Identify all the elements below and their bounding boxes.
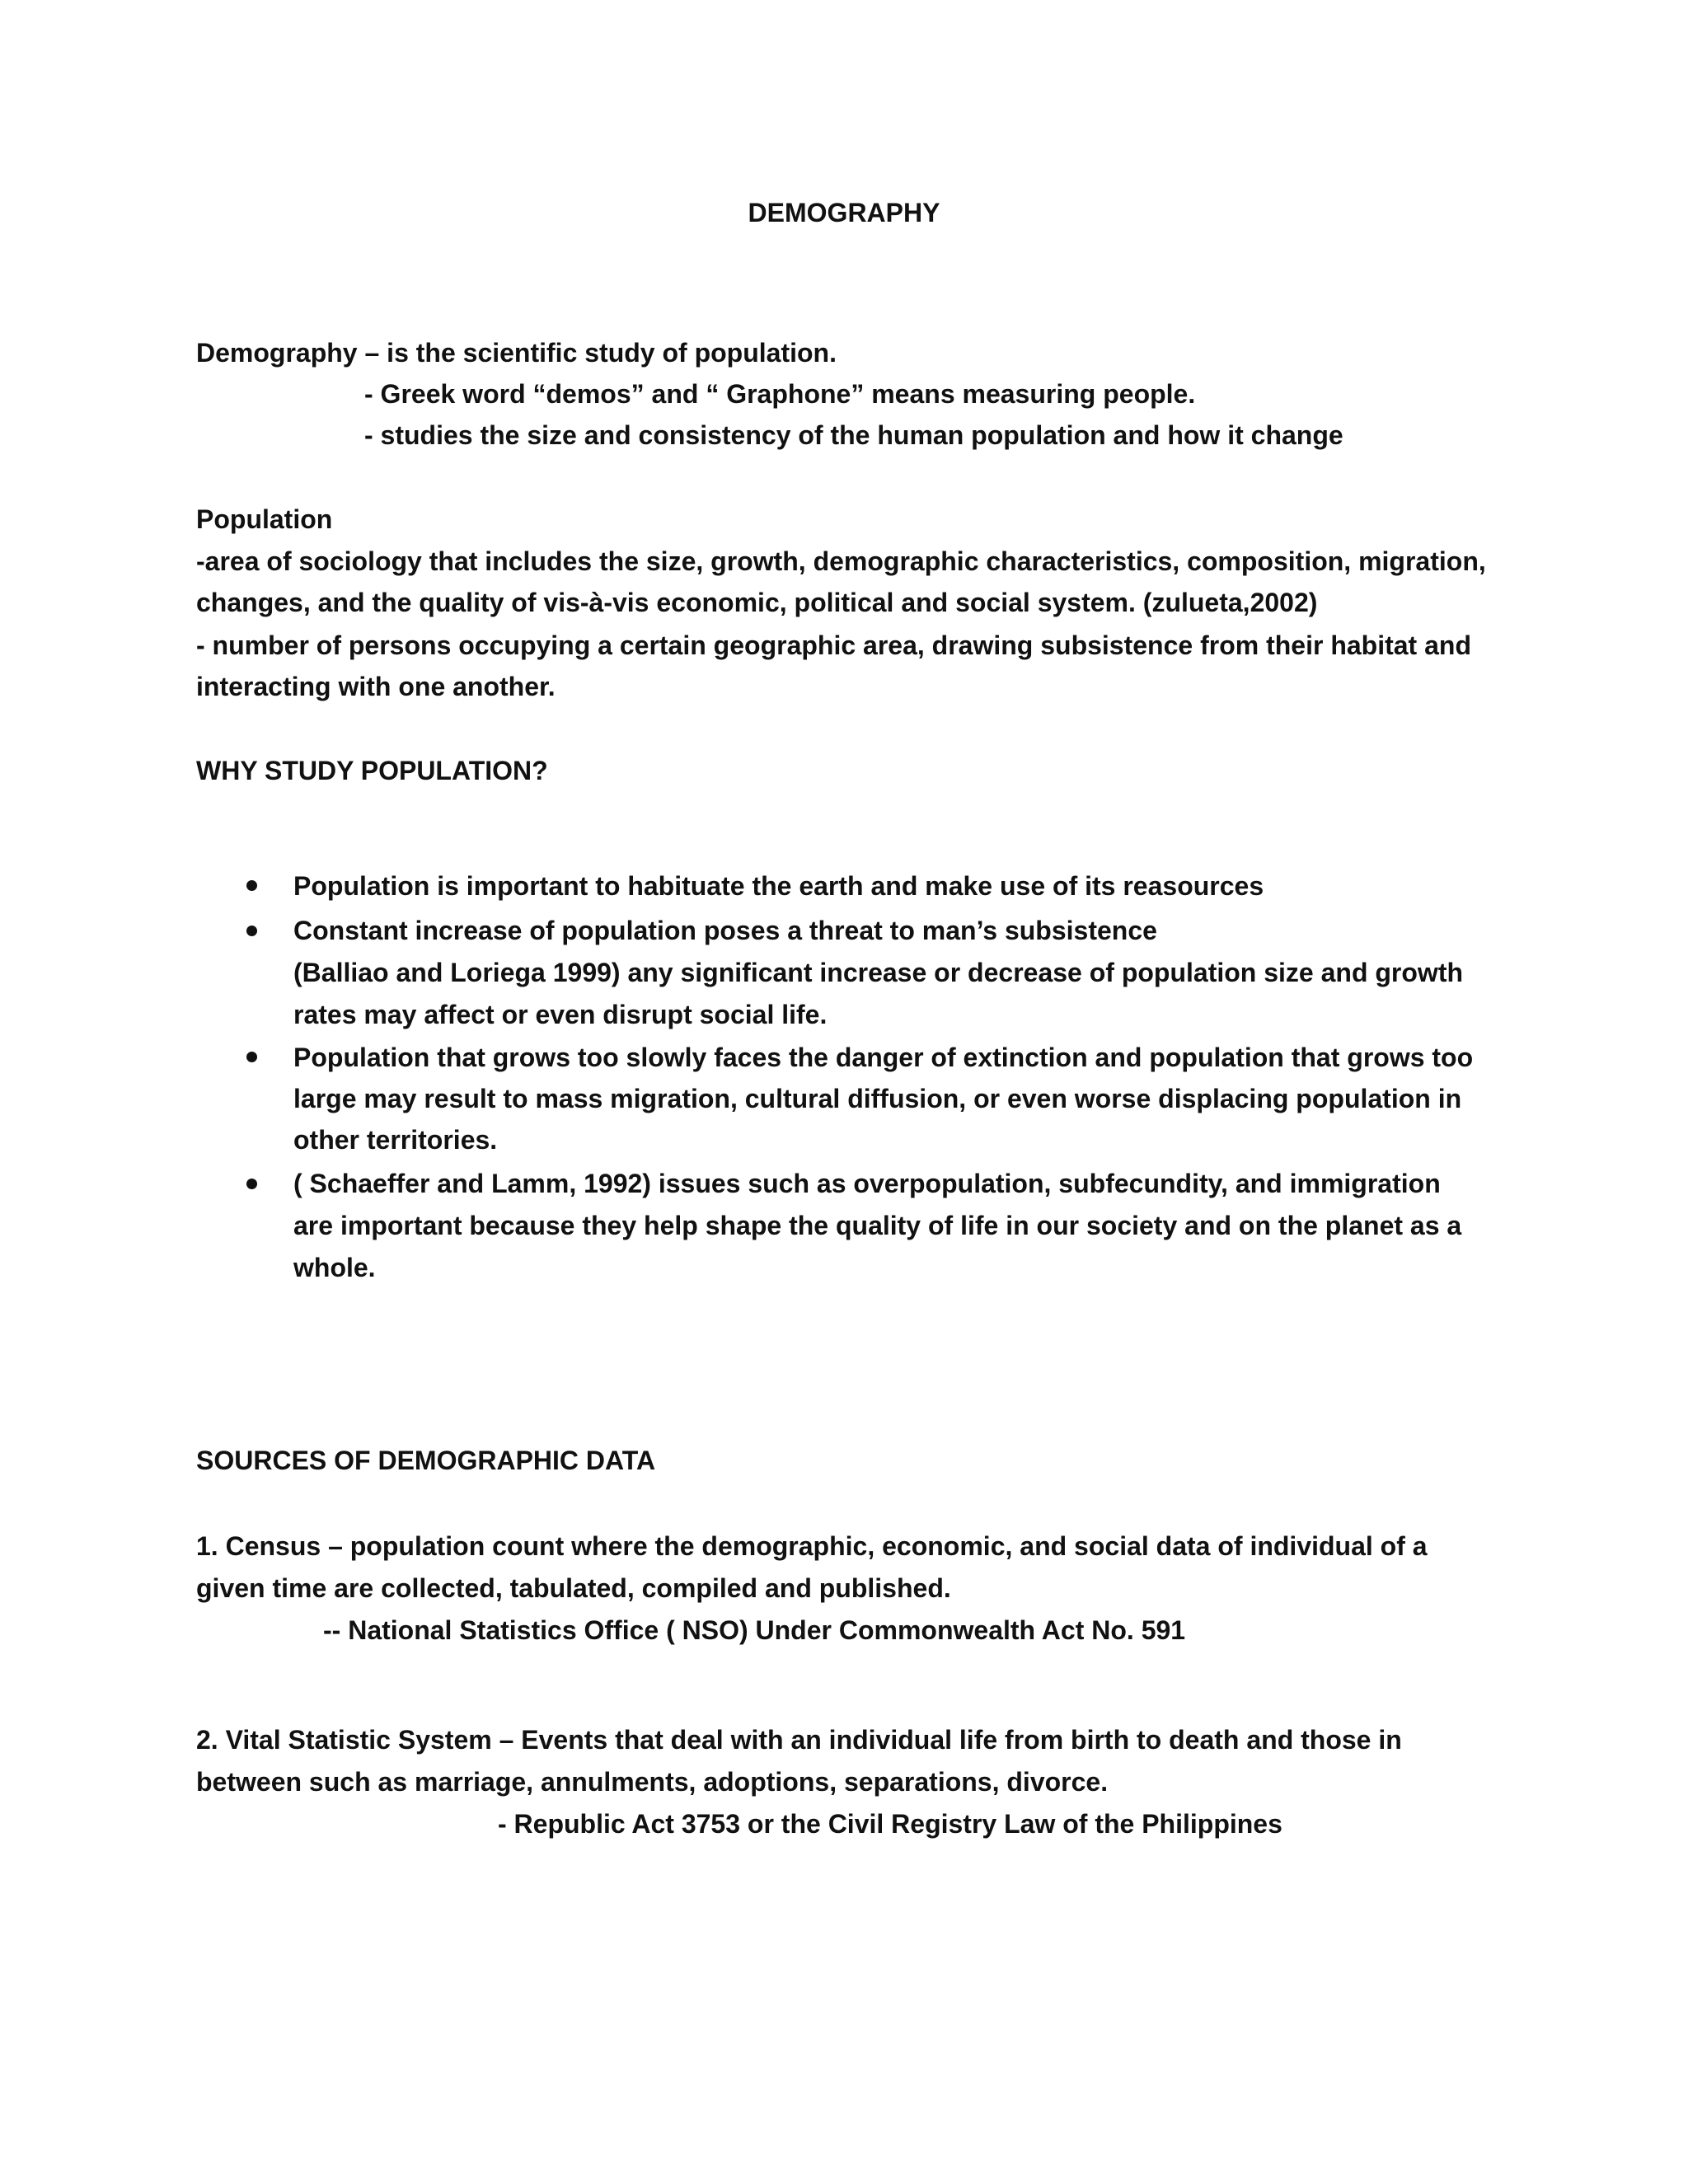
population-heading: Population	[196, 504, 333, 534]
bullet-text-line: large may result to mass migration, cultural diffusion, or even worse displacing population in	[293, 1084, 1462, 1113]
source-item-line: 1. Census – population count where the demographic, economic, and social data of individual of a	[196, 1531, 1428, 1561]
demography-definition: Demography – is the scientific study of population.	[196, 338, 837, 368]
population-text-line: interacting with one another.	[196, 672, 556, 701]
population-text-line: -area of sociology that includes the size, growth, demographic characteristics, composition, migration,	[196, 546, 1486, 576]
bullet-text-line: rates may affect or even disrupt social life.	[293, 1000, 828, 1029]
source-item-note: - Republic Act 3753 or the Civil Registry Law of the Philippines	[498, 1809, 1282, 1839]
bullet-icon	[246, 880, 257, 891]
sources-heading: SOURCES OF DEMOGRAPHIC DATA	[196, 1446, 656, 1475]
source-item-line: 2. Vital Statistic System – Events that deal with an individual life from birth to death and those in	[196, 1725, 1402, 1755]
bullet-text-line: are important because they help shape the quality of life in our society and on the planet as a	[293, 1211, 1462, 1240]
page-title: DEMOGRAPHY	[748, 198, 940, 227]
demography-point: - studies the size and consistency of the human population and how it change	[364, 420, 1343, 450]
demography-point: - Greek word “demos” and “ Graphone” means measuring people.	[364, 379, 1196, 409]
bullet-text-line: (Balliao and Loriega 1999) any significant increase or decrease of population size and growth	[293, 958, 1464, 987]
source-item-note: -- National Statistics Office ( NSO) Under Commonwealth Act No. 591	[323, 1615, 1186, 1645]
population-text-line: changes, and the quality of vis-à-vis economic, political and social system. (zulueta,2002)	[196, 588, 1318, 617]
bullet-text-line: ( Schaeffer and Lamm, 1992) issues such as overpopulation, subfecundity, and immigration	[293, 1169, 1441, 1198]
bullet-icon	[246, 1052, 257, 1062]
bullet-text-line: Constant increase of population poses a threat to man’s subsistence	[293, 916, 1157, 945]
source-item-line: between such as marriage, annulments, adoptions, separations, divorce.	[196, 1767, 1109, 1797]
why-heading: WHY STUDY POPULATION?	[196, 756, 548, 785]
source-item-line: given time are collected, tabulated, compiled and published.	[196, 1573, 951, 1603]
bullet-text-line: whole.	[293, 1253, 376, 1282]
bullet-text-line: Population is important to habituate the earth and make use of its reasources	[293, 871, 1264, 901]
bullet-text-line: other territories.	[293, 1125, 498, 1155]
bullet-icon	[246, 926, 257, 936]
bullet-text-line: Population that grows too slowly faces the danger of extinction and population that grows too	[293, 1043, 1474, 1072]
population-text-line: - number of persons occupying a certain geographic area, drawing subsistence from their habitat and	[196, 630, 1471, 660]
bullet-icon	[246, 1179, 257, 1189]
